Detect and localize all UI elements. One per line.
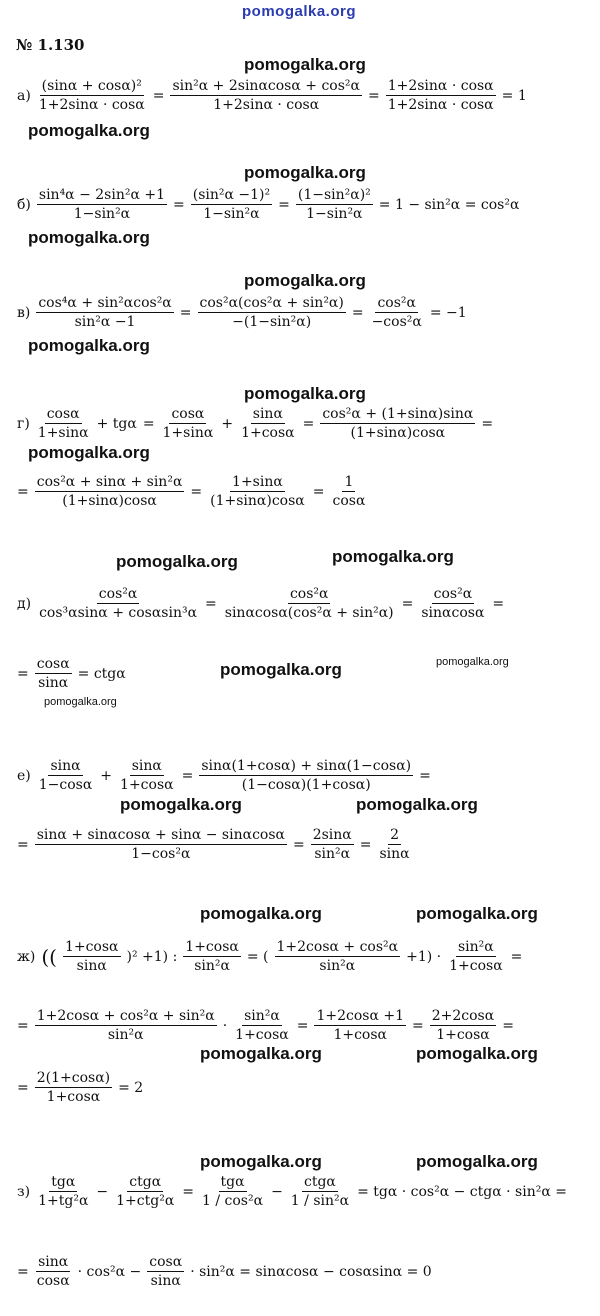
fraction: $\frac{\text{(sinα + cosα)²}}{1+2\sin\alpha \cdot \cos\alpha}$ <box>38 78 145 113</box>
watermark: pomogalka.org <box>116 552 238 571</box>
watermark: pomogalka.org <box>416 904 538 923</box>
fraction: $\frac{\text{1+2cosα + cos²α + sin²α}}{\text{sin²α}}$ <box>36 1008 215 1043</box>
site-logo[interactable]: pomogalka.org <box>242 3 357 20</box>
item-label: в) <box>17 304 31 321</box>
fraction: $\frac{\text{cos⁴α + sin²αcos²α}}{\text{sin²α −1}}$ <box>38 295 172 330</box>
equation-d: д) $\frac{\text{cos²α}}{\text{cos³αsinα + cosαsin³α}}$ = $\frac{\text{cos²α}}{\text{sinαcosα(cos²α + sin²α)}}$ = $\frac{\text{cos²α}}{\sin\alpha\cos\alpha}$ = <box>17 586 505 621</box>
result: = 1 <box>501 87 527 104</box>
fraction: $\frac{\text{sin⁴α − 2sin²α +1}}{\text{1−sin²α}}$ <box>38 187 166 222</box>
fraction: $\frac{\sin\alpha(1+\cos\alpha) + \sin\alpha(1-\cos\alpha)}{(1-\cos\alpha)(1+\cos\alpha)}$ <box>201 758 412 793</box>
item-label: з) <box>17 1183 31 1200</box>
watermark: pomogalka.org <box>244 163 366 182</box>
fraction: $\frac{\cos\alpha}{\sin\alpha}$ <box>36 656 70 691</box>
equation-zh-line2: = $\frac{\text{1+2cosα + cos²α + sin²α}}{\text{sin²α}}$ · $\frac{\text{sin²α}}{1+\cos\alpha}$ = $\frac{1+2\cos\alpha +1}{1+\cos\alpha}$ = $\frac{2+2\cos\alpha}{1+\cos\alpha}$ = <box>17 1008 514 1043</box>
watermark: pomogalka.org <box>200 1044 322 1063</box>
watermark: pomogalka.org <box>28 443 150 462</box>
fraction: $\frac{\sin\alpha}{1+\cos\alpha}$ <box>120 758 174 793</box>
watermark: pomogalka.org <box>244 384 366 403</box>
fraction: $\frac{\cos\alpha}{1+\sin\alpha}$ <box>37 406 89 441</box>
fraction: $\frac{\text{cos²α}}{\sin\alpha\cos\alpha}$ <box>421 586 485 621</box>
fraction: $\frac{\cos\alpha}{1+\sin\alpha}$ <box>162 406 214 441</box>
item-label: б) <box>17 196 31 213</box>
result: = ctgα <box>77 665 126 682</box>
fraction: $\frac{1+2\sin\alpha \cdot \cos\alpha}{1+2\sin\alpha \cdot \cos\alpha}$ <box>387 78 494 113</box>
equation-e: е) $\frac{\sin\alpha}{1-\cos\alpha}$ + $\frac{\sin\alpha}{1+\cos\alpha}$ = $\frac{\sin\alpha(1+\cos\alpha) + \sin\alpha(1-\cos\alpha)}{(1-\cos\alpha)(1+\cos\alpha)}$ = <box>17 758 431 793</box>
watermark: pomogalka.org <box>332 547 454 566</box>
fraction: $\frac{\text{cos²α}}{\text{−cos²α}}$ <box>371 295 422 330</box>
watermark: pomogalka.org <box>200 1152 322 1171</box>
equation-zh: ж) (( $\frac{1+\cos\alpha}{\sin\alpha}$ )² +1) : $\frac{1+\cos\alpha}{\text{sin²α}}$ = ( $\frac{\text{1+2cosα + cos²α}}{\text{sin²α}}$ +1) · $\frac{\text{sin²α}}{1+\cos\alpha}$ = <box>17 939 523 974</box>
fraction: $\frac{\text{sin²α}}{1+\cos\alpha}$ <box>235 1008 289 1043</box>
result: = 2 <box>118 1079 144 1096</box>
watermark: pomogalka.org <box>28 121 150 140</box>
watermark: pomogalka.org <box>44 696 117 708</box>
equation-b: б) $\frac{\text{sin⁴α − 2sin²α +1}}{\text{1−sin²α}}$ = $\frac{\text{(sin²α −1)²}}{\text{1−sin²α}}$ = $\frac{\text{(1−sin²α)²}}{\text{1−sin²α}}$ = 1 − sin²α = cos²α <box>17 187 520 222</box>
watermark: pomogalka.org <box>120 795 242 814</box>
equation-d-line2: = $\frac{\cos\alpha}{\sin\alpha}$ = ctgα <box>17 656 126 691</box>
problem-title: № 1.130 <box>16 36 85 54</box>
fraction: $\frac{\text{(sin²α −1)²}}{\text{1−sin²α}}$ <box>192 187 271 222</box>
equation-v: в) $\frac{\text{cos⁴α + sin²αcos²α}}{\text{sin²α −1}}$ = $\frac{\text{cos²α(cos²α + sin²α)}}{\text{−(1−sin²α)}}$ = $\frac{\text{cos²α}}{\text{−cos²α}}$ = −1 <box>17 295 467 330</box>
fraction: $\frac{\sin\alpha}{1+\cos\alpha}$ <box>241 406 295 441</box>
fraction: $\frac{\cos\alpha}{\sin\alpha}$ <box>149 1254 183 1289</box>
fraction: $\frac{\sin\alpha}{\cos\alpha}$ <box>36 1254 70 1289</box>
watermark: pomogalka.org <box>244 55 366 74</box>
fraction: $\frac{2\sin\alpha}{\text{sin²α}}$ <box>312 827 352 862</box>
watermark: pomogalka.org <box>416 1044 538 1063</box>
fraction: $\frac{\text{cos²α}}{\text{cos³αsinα + cosαsin³α}}$ <box>39 586 198 621</box>
fraction: $\frac{\sin\alpha}{1-\cos\alpha}$ <box>38 758 93 793</box>
equation-g-line2: = $\frac{\text{cos²α + sinα + sin²α}}{(1+\sin\alpha)\cos\alpha}$ = $\frac{1+\sin\alpha}{(1+\sin\alpha)\cos\alpha}$ = $\frac{1}{\cos\alpha}$ <box>17 474 366 509</box>
fraction: $\frac{\sin\alpha + \sin\alpha\cos\alpha + \sin\alpha - \sin\alpha\cos\alpha}{\text{1−cos²α}}$ <box>36 827 285 862</box>
equation-z-line2: = $\frac{\sin\alpha}{\cos\alpha}$ · cos²α − $\frac{\cos\alpha}{\sin\alpha}$ · sin²α = sinαcosα − cosαsinα = 0 <box>17 1254 432 1289</box>
fraction: $\frac{1}{\cos\alpha}$ <box>332 474 366 509</box>
item-label: е) <box>17 767 31 784</box>
watermark: pomogalka.org <box>28 228 150 247</box>
fraction: $\frac{\text{tgα}}{\text{1+tg²α}}$ <box>38 1174 89 1209</box>
watermark: pomogalka.org <box>200 904 322 923</box>
fraction: $\frac{1+\cos\alpha}{\text{sin²α}}$ <box>185 939 239 974</box>
fraction: $\frac{2(1+\cos\alpha)}{1+\cos\alpha}$ <box>36 1070 111 1105</box>
fraction: $\frac{\text{(1−sin²α)²}}{\text{1−sin²α}}$ <box>297 187 371 222</box>
equation-g: г) $\frac{\cos\alpha}{1+\sin\alpha}$ + tgα = $\frac{\cos\alpha}{1+\sin\alpha}$ + $\frac{\sin\alpha}{1+\cos\alpha}$ = $\frac{\text{cos²α + (1+sinα)sinα}}{(1+\sin\alpha)\cos\alpha}$ = <box>17 406 494 441</box>
fraction: $\frac{1+\sin\alpha}{(1+\sin\alpha)\cos\alpha}$ <box>210 474 305 509</box>
fraction: $\frac{\text{cos²α + (1+sinα)sinα}}{(1+\sin\alpha)\cos\alpha}$ <box>322 406 474 441</box>
watermark: pomogalka.org <box>28 336 150 355</box>
item-label: а) <box>17 87 31 104</box>
equation-a: а) $\frac{\text{(sinα + cosα)²}}{1+2\sin\alpha \cdot \cos\alpha}$ = $\frac{\text{sin²α + 2sinαcosα + cos²α}}{1+2\sin\alpha \cdot \cos\alpha}$ = $\frac{1+2\sin\alpha \cdot \cos\alpha}{1+2\sin\alpha \cdot \cos\alpha}$ = 1 <box>17 78 527 113</box>
fraction: $\frac{\text{cos²α}}{\text{sinαcosα(cos²α + sin²α)}}$ <box>224 586 394 621</box>
watermark: pomogalka.org <box>416 1152 538 1171</box>
item-label: д) <box>17 595 32 612</box>
fraction: $\frac{2}{\sin\alpha}$ <box>379 827 410 862</box>
result: = 1 − sin²α = cos²α <box>378 196 520 213</box>
equation-e-line2: = $\frac{\sin\alpha + \sin\alpha\cos\alpha + \sin\alpha - \sin\alpha\cos\alpha}{\text{1−cos²α}}$ = $\frac{2\sin\alpha}{\text{sin²α}}$ = $\frac{2}{\sin\alpha}$ <box>17 827 410 862</box>
fraction: $\frac{\text{sin²α}}{1+\cos\alpha}$ <box>449 939 503 974</box>
watermark: pomogalka.org <box>436 656 509 668</box>
watermark: pomogalka.org <box>356 795 478 814</box>
fraction: $\frac{1+2\cos\alpha +1}{1+\cos\alpha}$ <box>316 1008 404 1043</box>
watermark: pomogalka.org <box>220 660 342 679</box>
item-label: г) <box>17 415 30 432</box>
fraction: $\frac{\text{ctgα}}{\text{1 / sin²α}}$ <box>290 1174 350 1209</box>
fraction: $\frac{1+\cos\alpha}{\sin\alpha}$ <box>64 939 119 974</box>
fraction: $\frac{\text{ctgα}}{\text{1+ctg²α}}$ <box>116 1174 175 1209</box>
equation-zh-line3: = $\frac{2(1+\cos\alpha)}{1+\cos\alpha}$ = 2 <box>17 1070 144 1105</box>
fraction: $\frac{\text{1+2cosα + cos²α}}{\text{sin²α}}$ <box>276 939 399 974</box>
fraction: $\frac{\text{tgα}}{\text{1 / cos²α}}$ <box>202 1174 264 1209</box>
equation-z: з) $\frac{\text{tgα}}{\text{1+tg²α}}$ − $\frac{\text{ctgα}}{\text{1+ctg²α}}$ = $\frac{\text{tgα}}{\text{1 / cos²α}}$ − $\frac{\text{ctgα}}{\text{1 / sin²α}}$ = tgα · cos²α − ctgα · sin²α = <box>17 1174 567 1209</box>
fraction: $\frac{\text{sin²α + 2sinαcosα + cos²α}}{1+2\sin\alpha \cdot \cos\alpha}$ <box>172 78 360 113</box>
fraction: $\frac{\text{cos²α + sinα + sin²α}}{(1+\sin\alpha)\cos\alpha}$ <box>36 474 183 509</box>
fraction: $\frac{\text{cos²α(cos²α + sin²α)}}{\text{−(1−sin²α)}}$ <box>199 295 344 330</box>
item-label: ж) <box>17 948 36 965</box>
fraction: $\frac{2+2\cos\alpha}{1+\cos\alpha}$ <box>431 1008 495 1043</box>
watermark: pomogalka.org <box>244 271 366 290</box>
result: = −1 <box>429 304 467 321</box>
